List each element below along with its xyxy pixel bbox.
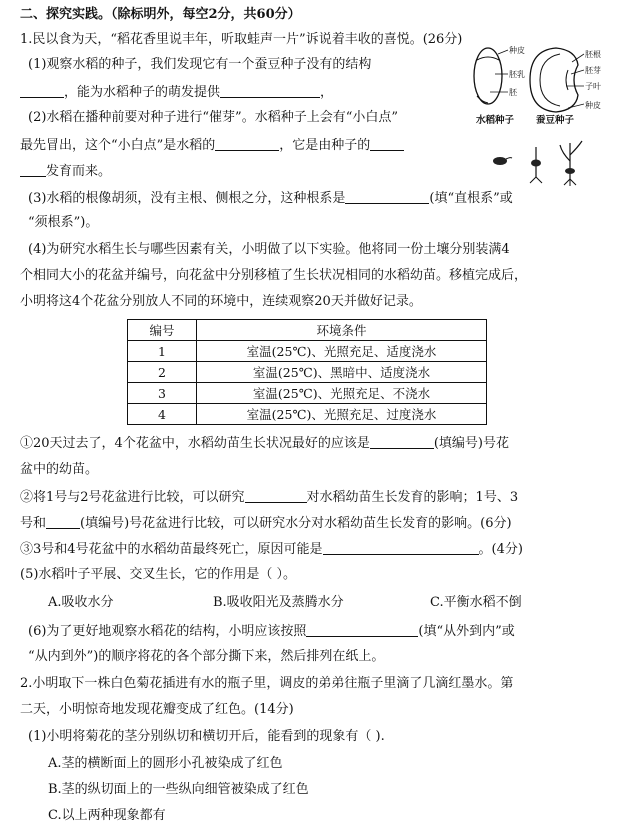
section-header [20,6,301,24]
answer-blank[interactable] [46,514,80,529]
pot-number: 4 [128,404,197,425]
q2-stem-line1: 2.小明取下一株白色菊花插进有水的瓶子里，调皮的弟弟往瓶子里滴了几滴红墨水。第 [20,676,514,691]
q1-p5-stem: (5)水稻叶子平展、交叉生长，它的作用是（ ）。 [20,567,297,582]
option-a[interactable]: A.吸收水分 [48,595,114,610]
q1-p4-line2: 个相同大小的花盆并编号，向花盆中分别移植了生长状况相同的水稻幼苗。移植完成后， [20,268,528,283]
bean-part-label: 种皮 [585,101,601,110]
q1-s1-line2: 盆中的幼苗。 [20,462,99,477]
q1-s3-text-a: ③3号和4号花盆中的水稻幼苗最终死亡，原因可能是 [20,542,323,557]
q1-s3-text-b: 。(4分) [478,542,523,557]
rice-part-label: 胚乳 [509,70,525,79]
option-b[interactable]: B.茎的纵切面上的一些纵向细管被染成了红色 [48,782,309,797]
q1-s3-line [20,540,523,559]
rice-seed-drawing [474,48,508,104]
pot-condition: 室温(25℃)、黑暗中、适度浇水 [197,362,487,383]
table-row [128,362,487,383]
table-row [128,404,487,425]
answer-blank[interactable] [370,136,404,151]
pot-number: 3 [128,383,197,404]
q1-p6-text-b: (填“从外到内”或 [418,624,515,639]
q1-p6-line1 [28,622,515,641]
header-condition: 环境条件 [197,320,487,341]
answer-blank[interactable] [370,434,434,449]
pot-number: 1 [128,341,197,362]
option-b[interactable]: B.吸收阳光及蒸腾水分 [213,595,344,610]
pot-number: 2 [128,362,197,383]
rice-part-label: 种皮 [509,46,525,55]
table-header-row [128,320,487,341]
q1-s2-text-c: 号和 [20,516,47,531]
q1-p2-text-b: 最先冒出，这个“小白点”是水稻的 [20,138,216,153]
bean-part-label: 胚根 [585,50,601,59]
table-row [128,341,487,362]
option-c[interactable]: C.平衡水稻不倒 [430,595,522,610]
q1-p3-text-a: (3)水稻的根像胡须，没有主根、侧根之分，这种根系是 [28,191,346,206]
rice-part-label: 胚 [509,88,517,97]
environment-table [127,319,487,425]
q1-p2-text-c: ，它是由种子的 [279,138,371,153]
q1-s1-line1 [20,434,509,453]
q1-s2-text-b: 对水稻幼苗生长发育的影响；1号、3 [306,490,519,505]
bean-part-label: 胚芽 [585,66,601,75]
pot-condition: 室温(25℃)、光照充足、过度浇水 [197,404,487,425]
q1-p3-line1 [28,189,513,208]
q1-p1-text-b: ，能为水稻种子的萌发提供 [64,85,221,100]
section-note: （除标明外，每空2分，共60分） [111,7,301,22]
q2-p1-stem: (1)小明将菊花的茎分别纵切和横切开后，能看到的现象有（ ). [28,729,385,744]
answer-blank[interactable] [215,136,279,151]
q1-p2-line3 [20,162,111,181]
header-number: 编号 [128,320,197,341]
q1-p1-line1: (1)观察水稻的种子，我们发现它有一个蚕豆种子没有的结构 [28,57,372,72]
bean-seed-drawing [530,48,584,112]
q2-stem-line2: 二天，小明惊奇地发现花瓣变成了红色。(14分) [20,702,294,717]
q1-p2-line1: (2)水稻在播种前要对种子进行“催芽”。水稻种子上会有“小白点” [28,110,398,125]
answer-blank[interactable] [345,189,429,204]
q1-s1-text-a: ①20天过去了，4个花盆中，水稻幼苗生长状况最好的应该是 [20,436,370,451]
q1-p4-line3: 小明将这4个花盆分别放人不同的环境中，连续观察20天并做好记录。 [20,294,422,309]
q1-s2-text-a: ②将1号与2号花盆进行比较，可以研究 [20,490,245,505]
answer-blank[interactable] [306,622,418,637]
option-a[interactable]: A.茎的横断面上的圆形小孔被染成了红色 [48,756,283,771]
section-title: 二、探究实践。 [20,7,112,22]
bean-part-label: 子叶 [585,82,601,91]
q1-p1-text-c: ， [320,85,334,100]
answer-blank[interactable] [20,83,64,98]
answer-blank[interactable] [220,83,320,98]
q1-s2-line1 [20,488,518,507]
q1-p2-text-d: 发育而来。 [46,164,112,179]
answer-blank[interactable] [323,540,479,555]
answer-blank[interactable] [245,488,307,503]
q1-p1-line2 [20,83,333,102]
sprouting-seed-icon [488,135,598,187]
q1-s1-text-b: (填编号)号花 [433,436,509,451]
pot-condition: 室温(25℃)、光照充足、不浇水 [197,383,487,404]
table-row [128,383,487,404]
q1-p6-text-a: (6)为了更好地观察水稻花的结构，小明应该按照 [28,624,307,639]
q1-p3-text-b: (填“直根系”或 [429,191,513,206]
rice-seed-caption: 水稻种子 [476,115,515,126]
q1-s2-text-d: (填编号)号花盆进行比较，可以研究水分对水稻幼苗生长发育的影响。(6分) [80,516,512,531]
bean-seed-caption: 蚕豆种子 [536,115,575,126]
pot-condition: 室温(25℃)、光照充足、适度浇水 [197,341,487,362]
q1-p4-line1: (4)为研究水稻生长与哪些因素有关，小明做了以下实验。他将同一份土壤分别装满4 [28,242,510,257]
option-c[interactable]: C.以上两种现象都有 [48,808,166,823]
answer-blank[interactable] [20,162,46,177]
q1-p3-line2: “须根系”)。 [28,215,99,230]
q1-stem: 1.民以食为天，“稻花香里说丰年，听取蛙声一片”诉说着丰收的喜悦。(26分) [20,32,463,47]
q1-p6-line2: “从内到外”)的顺序将花的各个部分撕下来，然后排列在纸上。 [28,649,385,664]
q1-s2-line2 [20,514,512,533]
q1-p2-line2 [20,136,404,155]
